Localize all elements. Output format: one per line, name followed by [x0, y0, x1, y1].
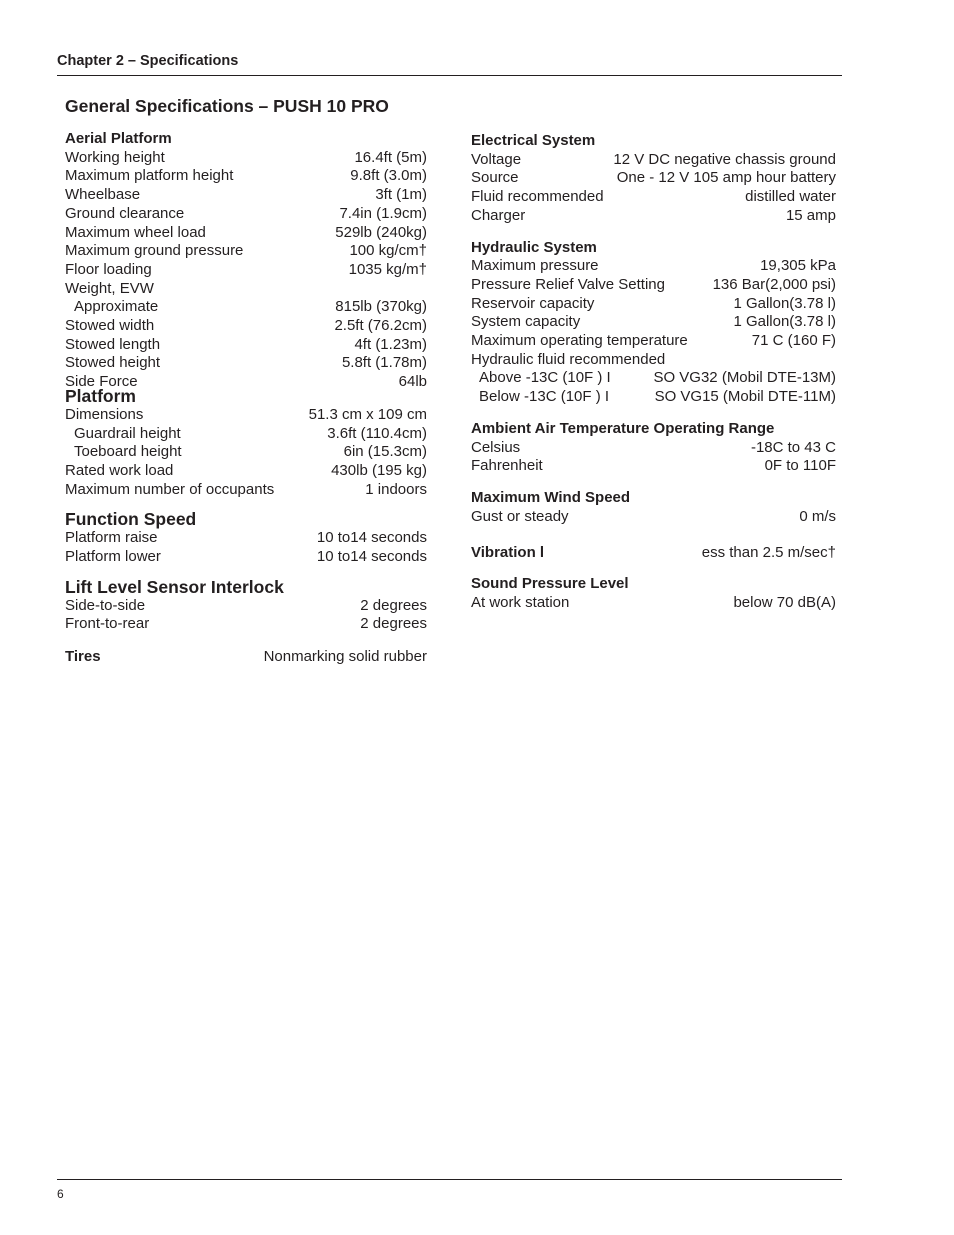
vibration-value: ess than 2.5 m/sec†	[701, 544, 836, 562]
spec-row	[471, 169, 836, 188]
spec-label: Fahrenheit	[471, 457, 543, 475]
spec-label: Gust or steady	[471, 507, 569, 525]
chapter-header: Chapter 2 – Specifications	[57, 53, 239, 69]
spec-row	[471, 188, 836, 207]
function-speed-list	[65, 529, 427, 566]
spec-value: 71 C (160 F)	[751, 332, 836, 350]
vibration-row	[471, 544, 836, 563]
spec-value: 2.5ft (76.2cm)	[334, 317, 427, 335]
header-rule	[57, 75, 842, 76]
spec-value: 15 amp	[785, 206, 836, 224]
spec-value: One - 12 V 105 amp hour battery	[616, 169, 836, 187]
spec-value: 3.6ft (110.4cm)	[327, 424, 427, 442]
spec-label: Voltage	[471, 150, 522, 168]
spec-row	[471, 207, 836, 226]
spec-value: 1 Gallon(3.78 l)	[733, 313, 836, 331]
spec-value: 2 degrees	[360, 615, 427, 633]
spec-label: Rated work load	[65, 461, 174, 479]
spec-row	[65, 242, 427, 261]
section-heading-function-speed: Function Speed	[65, 509, 197, 530]
spec-row	[65, 224, 427, 243]
spec-label: Stowed length	[65, 335, 161, 353]
spec-value: below 70 dB(A)	[733, 593, 836, 611]
spec-row	[471, 151, 836, 170]
spec-value: 6in (15.3cm)	[343, 443, 427, 461]
spec-value: 10 to14 seconds	[316, 529, 427, 547]
spec-value: 136 Bar(2,000 psi)	[712, 275, 836, 293]
page-title: General Specifications – PUSH 10 PRO	[65, 96, 389, 116]
spec-value: 4ft (1.23m)	[354, 335, 427, 353]
spec-value: 1 indoors	[365, 480, 427, 498]
spec-row	[65, 205, 427, 224]
hydraulic-list	[471, 257, 836, 407]
spec-row	[65, 149, 427, 168]
spec-value: 529lb (240kg)	[335, 223, 427, 241]
spec-label: Below -13C (10F ) I	[479, 388, 610, 406]
spec-row	[471, 457, 836, 476]
spec-label: Maximum ground pressure	[65, 242, 244, 260]
spec-value: 1 Gallon(3.78 l)	[733, 294, 836, 312]
spec-row	[65, 317, 427, 336]
ambient-list	[471, 439, 836, 476]
spec-label: Working height	[65, 148, 165, 166]
right-column	[471, 132, 836, 612]
spec-row	[471, 439, 836, 458]
spec-value: SO VG32 (Mobil DTE-13M)	[653, 369, 836, 387]
spec-label: Maximum wheel load	[65, 223, 206, 241]
tires-label: Tires	[65, 648, 101, 666]
spec-label: Guardrail height	[74, 424, 181, 442]
spec-label: Maximum pressure	[471, 257, 599, 275]
spec-label: Toeboard height	[74, 443, 182, 461]
tires-row	[65, 648, 427, 667]
spec-value: 430lb (195 kg)	[331, 461, 427, 479]
section-heading-platform: Platform	[65, 385, 136, 406]
spec-label: Stowed height	[65, 354, 161, 372]
spec-row	[471, 295, 836, 314]
spec-value: 5.8ft (1.78m)	[341, 354, 427, 372]
vibration-label: Vibration l	[471, 544, 545, 562]
spec-value: 7.4in (1.9cm)	[339, 204, 427, 222]
spec-row	[65, 481, 427, 500]
spec-label: Fluid recommended	[471, 188, 604, 206]
spec-row	[471, 594, 836, 613]
spec-label: Approximate	[74, 298, 159, 316]
platform-list	[65, 406, 427, 500]
spec-row	[471, 276, 836, 295]
spec-value: 2 degrees	[360, 596, 427, 614]
spec-row	[471, 351, 836, 370]
spec-label: Floor loading	[65, 260, 152, 278]
spec-row	[65, 354, 427, 373]
spec-value: -18C to 43 C	[750, 438, 836, 456]
spec-label: Maximum number of occupants	[65, 480, 275, 498]
electrical-list	[471, 151, 836, 226]
spec-row	[65, 298, 427, 317]
section-heading-aerial-platform: Aerial Platform	[65, 130, 172, 147]
section-heading-ambient-temperature: Ambient Air Temperature Operating Range	[471, 419, 775, 437]
spec-label: Side-to-side	[65, 596, 146, 614]
spec-label: Front-to-rear	[65, 615, 150, 633]
spec-row	[471, 257, 836, 276]
spec-value: 64lb	[398, 373, 427, 391]
spec-label: Weight, EVW	[65, 279, 154, 297]
spec-label: Source	[471, 169, 519, 187]
section-heading-wind-speed: Maximum Wind Speed	[471, 488, 631, 506]
spec-row	[65, 406, 427, 425]
spec-value: 19,305 kPa	[760, 257, 836, 275]
spec-row	[65, 167, 427, 186]
spec-value: 815lb (370kg)	[335, 298, 427, 316]
section-heading-electrical: Electrical System	[471, 132, 596, 149]
spec-label: Stowed width	[65, 317, 155, 335]
spec-value: 0 m/s	[799, 507, 836, 525]
spec-row	[65, 548, 427, 567]
spec-label: Charger	[471, 206, 526, 224]
section-heading-hydraulic: Hydraulic System	[471, 238, 597, 256]
spec-label: Pressure Relief Valve Setting	[471, 275, 665, 293]
spec-value: 16.4ft (5m)	[354, 148, 427, 166]
spec-row	[65, 280, 427, 299]
spec-label: Maximum operating temperature	[471, 332, 688, 350]
spec-value: 12 V DC negative chassis ground	[613, 150, 836, 168]
spec-row	[65, 261, 427, 280]
spec-row	[471, 313, 836, 332]
spec-row	[471, 388, 836, 407]
spec-row	[471, 369, 836, 388]
spec-label: Ground clearance	[65, 204, 185, 222]
spec-value: 9.8ft (3.0m)	[350, 167, 427, 185]
spec-row	[65, 425, 427, 444]
footer-rule	[57, 1179, 842, 1180]
spec-label: Wheelbase	[65, 186, 141, 204]
spec-row	[65, 462, 427, 481]
spec-value: distilled water	[745, 188, 836, 206]
spec-row	[471, 508, 836, 527]
spec-row	[65, 597, 427, 616]
spec-label: Celsius	[471, 438, 521, 456]
spec-value: 0F to 110F	[764, 457, 836, 475]
spec-label: Side Force	[65, 373, 138, 391]
spec-row	[65, 336, 427, 355]
sound-list	[471, 594, 836, 613]
spec-label: Reservoir capacity	[471, 294, 595, 312]
section-heading-sound-pressure: Sound Pressure Level	[471, 575, 629, 593]
spec-value: 3ft (1m)	[375, 186, 427, 204]
section-heading-lift-level-sensor: Lift Level Sensor Interlock	[65, 576, 284, 597]
spec-row	[65, 529, 427, 548]
wind-list	[471, 508, 836, 527]
spec-label: Platform raise	[65, 529, 158, 547]
spec-value: 10 to14 seconds	[316, 548, 427, 566]
page-number: 6	[57, 1187, 64, 1201]
left-column	[65, 130, 427, 667]
spec-row	[65, 186, 427, 205]
spec-label: System capacity	[471, 313, 581, 331]
tires-value: Nonmarking solid rubber	[263, 648, 427, 666]
spec-label: Above -13C (10F ) I	[479, 369, 611, 387]
spec-value: 100 kg/cm†	[349, 242, 427, 260]
spec-row	[471, 332, 836, 351]
spec-label: Hydraulic fluid recommended	[471, 350, 666, 368]
spec-label: Maximum platform height	[65, 167, 234, 185]
spec-value: 1035 kg/m†	[348, 260, 427, 278]
spec-label: Platform lower	[65, 548, 161, 566]
spec-label: Dimensions	[65, 405, 144, 423]
spec-row	[65, 443, 427, 462]
spec-value: SO VG15 (Mobil DTE-11M)	[654, 388, 836, 406]
aerial-platform-list	[65, 149, 427, 392]
sensor-list	[65, 597, 427, 634]
spec-value: 51.3 cm x 109 cm	[308, 405, 427, 423]
spec-row	[65, 615, 427, 634]
spec-label: At work station	[471, 593, 570, 611]
